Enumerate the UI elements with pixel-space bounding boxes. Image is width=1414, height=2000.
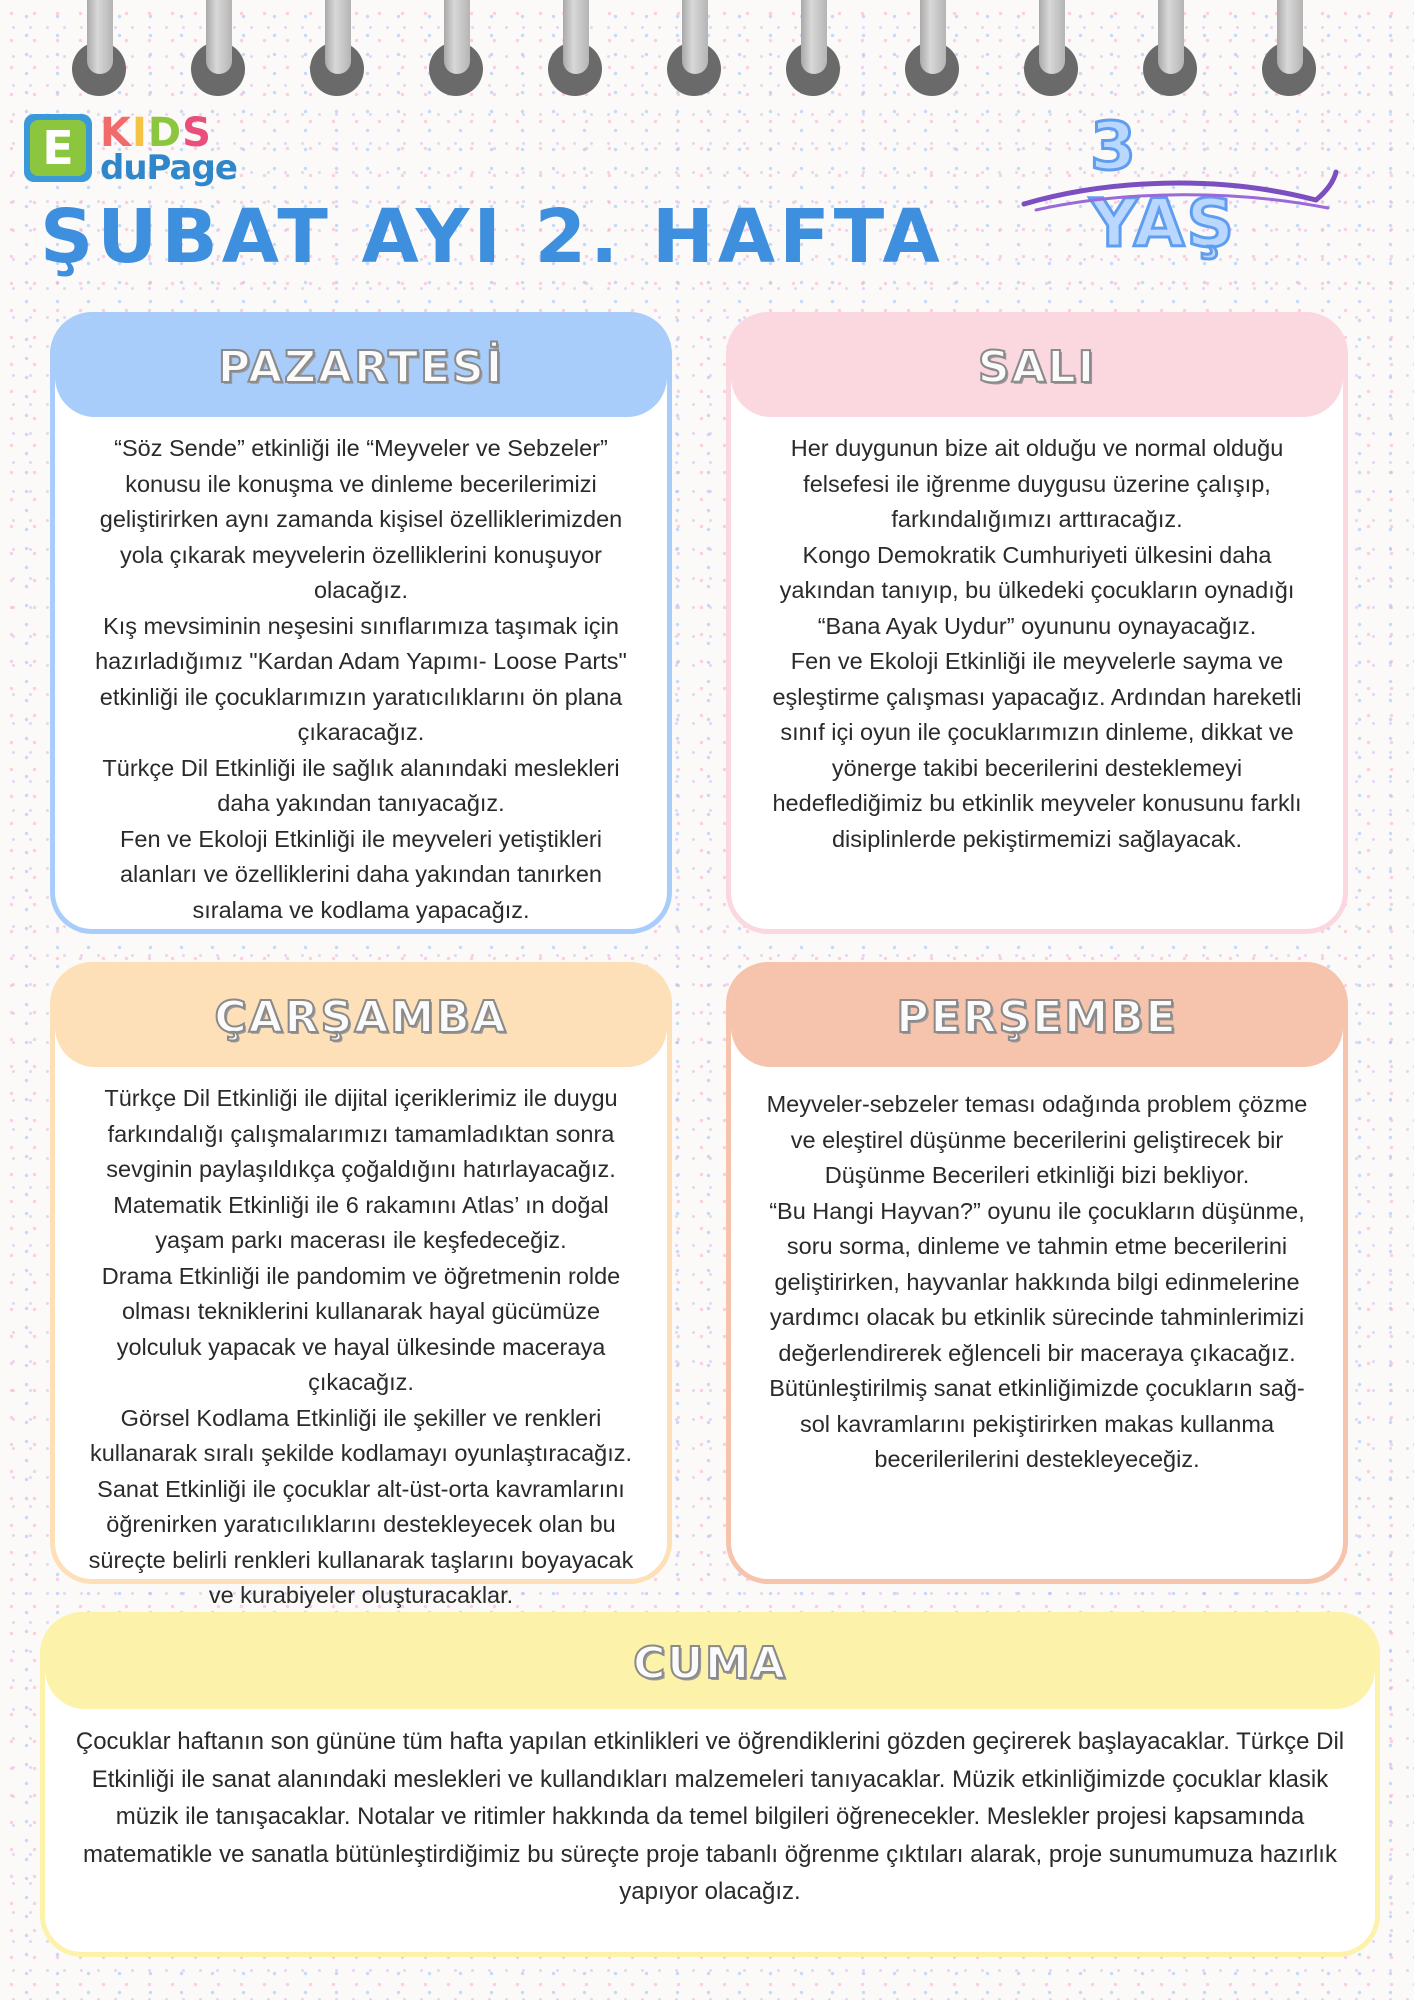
day-card-sali — [726, 312, 1348, 934]
activity-paragraph: Bütünleştirilmiş sanat etkinliğimizde çocukların sağ-sol kavramlarını pekiştirirken makas kullanma becerilerilerini destekleyeceğiz. — [769, 1375, 1305, 1472]
day-title: PERŞEMBE — [896, 991, 1178, 1043]
logo-badge-letter: E — [30, 120, 86, 176]
spiral-ring — [1262, 0, 1318, 96]
logo-badge — [24, 114, 92, 182]
logo-kids-letter: I — [132, 110, 148, 156]
age-label: 3 YAŞ — [1090, 108, 1237, 262]
day-card-header — [45, 1617, 1375, 1709]
activity-paragraph: Çocuklar haftanın son gününe tüm hafta yapılan etkinlikleri ve öğrendiklerini gözden geçirerek başlayacaklar. Türkçe Dil Etkinliği ile sanat alanındaki meslekleri ve kullandıkları malzemeleri tanıyacaklar. Müzik etkinliğimizde çocuklar klasik müzik ile tanışacaklar. Notalar ve ritimler hakkında da temel bilgileri öğrenecekler. Meslekler projesi kapsamında matematikle ve sanatla bütünleştirdiğimiz bu süreçte proje tabanlı öğrenme çıktıları alarak, proje sunumumuza hazırlık yapıyor olacağız. — [75, 1728, 1345, 1905]
day-title: CUMA — [633, 1637, 787, 1689]
spiral-ring — [191, 0, 247, 96]
page-title: ŞUBAT AYI 2. HAFTA — [40, 194, 944, 280]
activity-paragraph: “Söz Sende” etkinliği ile “Meyveler ve Sebzeler” konusu ile konuşma ve dinleme becerilerimizi geliştirirken aynı zamanda kişisel özelliklerimizden yola çıkarak meyvelerin özelliklerini konuşuyor olacağız. — [99, 435, 623, 603]
activity-paragraph: Fen ve Ekoloji Etkinliği ile meyveleri yetiştikleri alanları ve özelliklerini daha yakından tanırken sıralama ve kodlama yapacağız. — [119, 825, 603, 923]
day-card-pazartesi — [50, 312, 672, 934]
day-title: PAZARTESİ — [217, 341, 505, 393]
spiral-ring — [548, 0, 604, 96]
ekidsedupage-logo — [24, 110, 237, 190]
activity-paragraph: Görsel Kodlama Etkinliği ile şekiller ve renkleri kullanarak sıralı şekilde kodlamayı oyunlaştıracağız. — [89, 1404, 633, 1466]
spiral-ring — [905, 0, 961, 96]
day-card-body — [55, 417, 667, 928]
notebook-rings — [0, 0, 1414, 110]
spiral-ring — [667, 0, 723, 96]
activity-paragraph: Drama Etkinliği ile pandomim ve öğretmenin rolde olması tekniklerini kullanarak hayal gücümüze yolculuk yapacak ve hayal ülkesinde maceraya çıkacağız. — [101, 1262, 621, 1395]
activity-paragraph: Sanat Etkinliği ile çocuklar alt-üst-orta kavramlarını öğrenirken yaratıcılıklarını destekleyecek olan bu süreçte belirli renkleri kullanarak taşlarını boyayacak ve kurabiyeler oluşturacaklar. — [88, 1475, 634, 1608]
day-card-body — [45, 1709, 1375, 1911]
spiral-ring — [786, 0, 842, 96]
day-card-header — [731, 967, 1343, 1067]
spiral-ring — [1143, 0, 1199, 96]
logo-kids-letter: K — [100, 110, 132, 156]
activity-paragraph: Matematik Etkinliği ile 6 rakamını Atlas’ ın doğal yaşam parkı macerası ile keşfedeceğiz. — [113, 1191, 609, 1253]
day-card-carsamba — [50, 962, 672, 1608]
day-title: SALI — [977, 341, 1097, 393]
day-card-body — [731, 417, 1343, 857]
activity-paragraph: Türkçe Dil Etkinliği ile dijital içeriklerimiz ile duygu farkındalığı çalışmalarımızı tamamladıktan sonra sevginin paylaşıldıkça çoğaldığını hatırlayacağız. — [104, 1085, 618, 1182]
spiral-ring — [1024, 0, 1080, 96]
day-card-cuma — [40, 1612, 1380, 1957]
logo-dupage-word: duPage — [100, 148, 237, 188]
activity-paragraph: Kış mevsiminin neşesini sınıflarımıza taşımak için hazırladığımız "Kardan Adam Yapımı- Loose Parts" etkinliği ile çocuklarımızın yaratıcılıklarını ön plana çıkaracağız. — [95, 612, 627, 745]
day-card-body — [731, 1067, 1343, 1478]
spiral-ring — [429, 0, 485, 96]
day-card-persembe — [726, 962, 1348, 1584]
logo-kids-letter: D — [147, 110, 183, 156]
activity-paragraph: Meyveler-sebzeler teması odağında problem çözme ve eleştirel düşünme becerilerini geliştirecek bir Düşünme Becerileri etkinliği bizi bekliyor. — [766, 1091, 1308, 1188]
day-card-body — [55, 1067, 667, 1614]
day-card-header — [55, 967, 667, 1067]
day-card-header — [731, 317, 1343, 417]
day-title: ÇARŞAMBA — [214, 991, 508, 1043]
swoosh-decoration — [1016, 160, 1346, 220]
activity-paragraph: “Bu Hangi Hayvan?” oyunu ile çocukların düşünme, soru sorma, dinleme ve tahmin etme becerilerini geliştirirken, hayvanlar hakkında bilgi edinmelerine yardımcı olacak bu etkinlik sürecinde tahminlerimizi değerlendirerek eğlenceli bir maceraya çıkacağız. — [769, 1197, 1305, 1366]
spiral-ring — [310, 0, 366, 96]
logo-kids-letter: S — [182, 110, 212, 156]
activity-paragraph: Fen ve Ekoloji Etkinliği ile meyvelerle sayma ve eşleştirme çalışması yapacağız. Ardından hareketli sınıf içi oyun ile çocuklarımızın dinleme, dikkat ve yönerge takibi becerilerini desteklemeyi hedeflediğimiz bu etkinlik meyveler konusunu farklı disiplinlerde pekiştirmemizi sağlayacak. — [772, 648, 1302, 852]
activity-paragraph: Türkçe Dil Etkinliği ile sağlık alanındaki meslekleri daha yakından tanıyacağız. — [102, 754, 620, 816]
day-card-header — [55, 317, 667, 417]
activity-paragraph: Her duygunun bize ait olduğu ve normal olduğu felsefesi ile iğrenme duygusu üzerine çalışıp, farkındalığımızı arttıracağız. — [790, 435, 1284, 532]
activity-paragraph: Kongo Demokratik Cumhuriyeti ülkesini daha yakından tanıyıp, bu ülkedeki çocukların oynadığı “Bana Ayak Uydur” oyununu oynayacağız. — [779, 541, 1295, 639]
spiral-ring — [72, 0, 128, 96]
